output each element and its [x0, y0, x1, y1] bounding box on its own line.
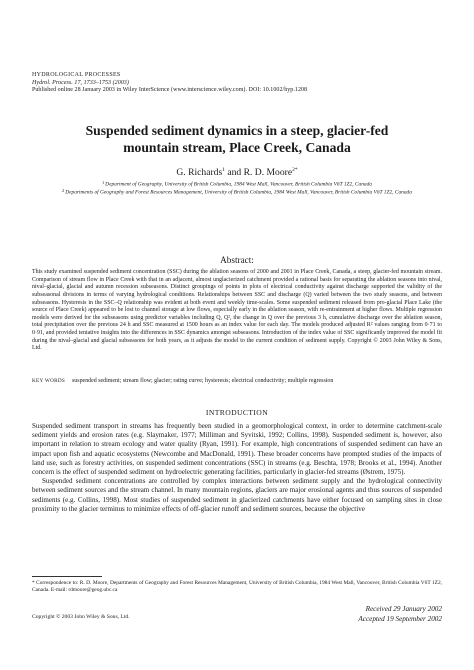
- journal-header: [32, 72, 440, 95]
- author-list: [24, 164, 450, 179]
- keywords: [32, 378, 442, 385]
- affiliations: [30, 180, 444, 197]
- publication-info: Published online 28 January 2003 in Wiley InterScience (www.interscience.wiley.com). DOI: 10.1002/hyp.1208: [32, 87, 308, 94]
- author-name: G. Richards: [176, 167, 223, 178]
- title-line: Suspended sediment dynamics in a steep, glacier-fed: [85, 123, 389, 138]
- abstract-text: This study examined suspended sediment concentration (SSC) during the ablation seasons of 2000 and 2001 in Place Creek, Canada, a steep, glacier-fed mountain stream. Comparison of stream flow in Place Creek with that in an adjacent, almost unglacierized catchment provided a rational basis for separating the ablation seasons into nival, nival–glacial, glacial and autumn recession subseasons. Distinct groupings of points in plots of electrical conductivity against discharge supported the validity of the subseasonal divisions in terms of varying hydrological conditions. Relationships between SSC and discharge (Q) varied between the two study seasons, and between subseasons. Hysteresis in the SSC–Q relationship was evident at both event and weekly time-scales. Some suspended sediment released from pro-glacial Place Lake (the source of Place Creek) appeared to be lost to channel storage at low flows, especially early in the ablation season, with re-entrainment at higher flows. Multiple regression models were derived for the subseasons using predictor variables including Q, Q², the change in Q over the previous 3 h, cumulative discharge over the ablation season, total precipitation over the previous 24 h and SSC measured at 1500 hours as an index value for each day. The models produced adjusted R² values ranging from 0·71 to 0·91, and provided tentative insights into the differences in SSC dynamics amongst subseasons. Introduction of the index value of SSC significantly improved the model fit during the nival–glacial and glacial subseasons for both years, as it adjusts the model to the current condition of sediment supply. Copyright © 2003 John Wiley & Sons, Ltd.: [32, 269, 442, 352]
- journal-citation: Hydrol. Process. 17, 1733–1753 (2003): [32, 79, 129, 86]
- affiliation-mark: 2*: [292, 167, 298, 173]
- keywords-text: suspended sediment; stream flow; glacier; rating curve; hysteresis; electrical conductivity; multiple regression: [72, 378, 334, 384]
- author-separator: and: [224, 167, 244, 178]
- keywords-label: KEY WORDS: [32, 378, 66, 384]
- footnote-divider: [32, 576, 102, 577]
- author-name: R. D. Moore: [243, 167, 293, 178]
- affiliation-mark: 1: [222, 167, 225, 173]
- affiliation: $^1$Department of Geography, University of British Columbia, 1984 West Mall, Vancouver, British Columbia V6T 1Z2, Canada: [101, 180, 373, 188]
- paper-title: [24, 122, 450, 156]
- abstract-heading: Abstract:: [220, 255, 254, 265]
- affiliation: $^2$Departments of Geography and Forest Resources Management, University of British Columbia, 1984 West Mall, Vancouver, British Columbia V6T 1Z2, Canada: [62, 188, 412, 196]
- received-date: Received 29 January 2002: [365, 605, 442, 613]
- journal-name: HYDROLOGICAL PROCESSES: [32, 72, 121, 78]
- correspondence-footnote: * Correspondence to: R. D. Moore, Departments of Geography and Forest Resources Management, University of British Columbia, 1984 West Mall, Vancouver, British Columbia V6T 1Z2, Canada. E-mail: rdmoore@geog.ubc.ca: [32, 580, 442, 593]
- paragraph: Suspended sediment transport in streams has frequently been studied in a geomorphological context, in order to determine catchment-scale sediment yields and erosion rates (e.g. Slaymaker, 1977; Milliman and Syvitski, 1992; Collins, 1998). Suspended sediment is, however, also important in relation to stream ecology and water quality (Ryan, 1991). For example, high concentrations of suspended sediment can have an impact upon fish and aquatic ecosystems (Newcombe and MacDonald, 1991). These broader concerns have prompted studies of the impacts of land use, such as forestry activities, on suspended sediment concentrations (SSC) in streams (e.g. Beschta, 1978; Brooks et al., 1994). Another concern is the effect of suspended sediment on hydroelectric generating facilities, particularly in glacier-fed streams (Østrem, 1975).: [32, 422, 442, 477]
- submission-dates: [358, 604, 442, 624]
- section-heading-introduction: INTRODUCTION: [205, 408, 269, 417]
- paragraph: Suspended sediment concentrations are controlled by complex interactions between sediment supply and the hydrological connectivity between sediment sources and the stream channel. In many mountain regions, glaciers are major erosional agents and thus sources of suspended sediments (e.g. Collins, 1998). Most studies of suspended sediment in glacierized catchments have either focused on sampling sites in close proximity to the glacier terminus to minimize effects of off-glacier runoff and sediment sources, because the objective: [32, 477, 442, 513]
- title-line: mountain stream, Place Creek, Canada: [123, 140, 351, 155]
- copyright-notice: Copyright © 2003 John Wiley & Sons, Ltd.: [32, 614, 130, 620]
- introduction-body: [32, 422, 442, 514]
- accepted-date: Accepted 19 September 2002: [358, 615, 442, 623]
